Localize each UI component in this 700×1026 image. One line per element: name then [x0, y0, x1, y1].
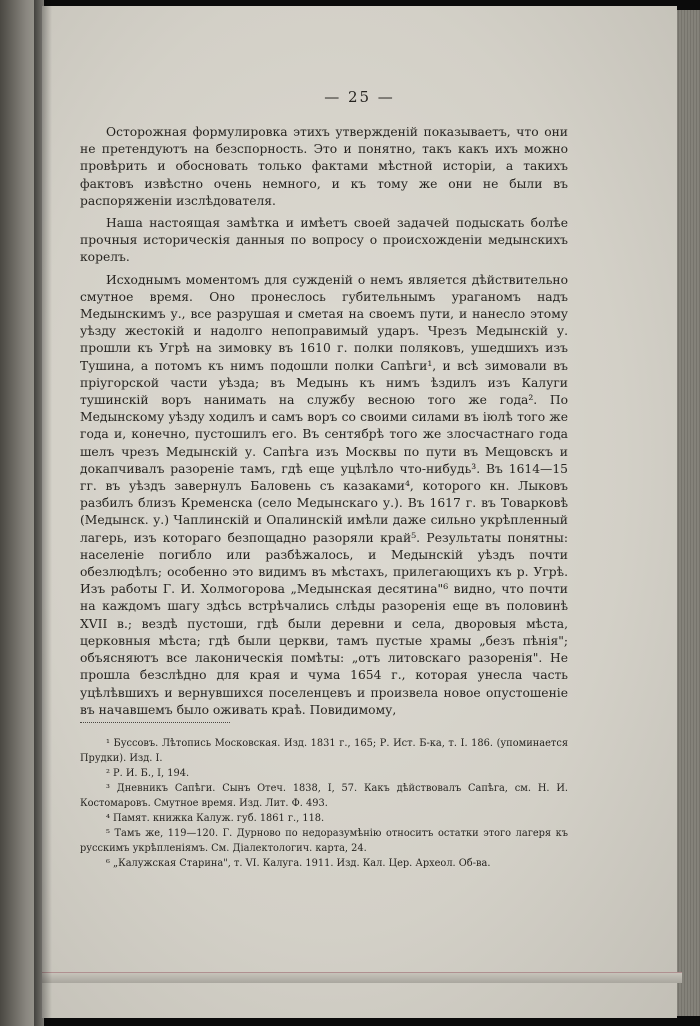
page-bottom-edge — [42, 972, 682, 983]
footnotes — [80, 736, 568, 871]
footnote-4: ⁴ Памят. книжка Калуж. губ. 1861 г., 118. — [106, 813, 325, 824]
paragraph-2: Наша настоящая замѣтка и имѣетъ своей задачей подыскать болѣе прочныя историческiя данныя по вопросу о происхожденiи медынскихъ корелъ. — [80, 216, 568, 265]
footnote-1: ¹ Буссовъ. Лѣтопись Московская. Изд. 1831 г., 165; Р. Ист. Б-ка, т. I. 186. (упоминается Прудки). Изд. I. — [80, 738, 568, 764]
main-text — [80, 124, 568, 724]
spine-shadow — [34, 0, 52, 1026]
paragraph-3: Исходнымъ моментомъ для сужденiй о немъ является дѣйствительно смутное время. Оно пронеслось губительнымъ ураганомъ надъ Медынскимъ у., все разрушая и сметая на своемъ пути, и нанесло этому уѣзду жестокiй и надолго непоправимый ударъ. Чрезъ Медынскiй у. прошли къ Угрѣ на зимовку въ 1610 г. полки поляковъ, ушедшихъ изъ Тушина, а потомъ къ нимъ подошли полки Сапѣги¹, и всѣ зимовали въ прiугорской части уѣзда; въ Медынь къ нимъ ѣздилъ изъ Калуги тушинскiй воръ нанимать на службу весною того же года². По Медынскому уѣзду ходилъ и самъ воръ со своими силами въ iюлѣ того же года и, конечно, пустошилъ его. Въ сентябрѣ того же злосчастнаго года шелъ чрезъ Медынскiй у. Сапѣга изъ Москвы по пути въ Мещовскъ и докапчивалъ разоренiе тамъ, гдѣ еще уцѣлѣло что-нибудь³. Въ 1614—15 гг. въ уѣздъ завернулъ Баловень съ казаками⁴, которого кн. Лыковъ разбилъ близъ Кременска (село Медынскаго у.). Въ 1617 г. въ Товарковѣ (Медынск. у.) Чаплинскiй и Опалинскiй имѣли даже сильно укрѣпленный лагерь, изъ котораго безпощадно разоряли край⁵. Результаты понятны: населенiе погибло или разбѣжалось, и Медынскiй уѣздъ почти обезлюдѣлъ; особенно это видимъ въ мѣстахъ, прилегающихъ къ р. Угрѣ. Изъ работы Г. И. Холмогорова „Медынская десятина"⁶ видно, что почти на каждомъ шагу здѣсь встрѣчались слѣды разоренiя еще въ половинѣ XVII в.; вездѣ пустоши, гдѣ были деревни и села, дворовыя мѣста, церковныя мѣста; гдѣ были церкви, тамъ пустые храмы „безъ пѣнiя"; объясняютъ все лаконическiя помѣты: „отъ литовскаго разоренiя". Не прошла безслѣдно для края и чума 1654 г., которая унесла часть уцѣлѣвшихъ и вернувшихся поселенцевъ и произвела новое опустошенiе въ начавшемъ было оживать краѣ. Повидимому, — [80, 272, 568, 717]
paragraph-1: Осторожная формулировка этихъ утвержденiй показываетъ, что они не претендуютъ на безспорность. Это и понятно, такъ какъ ихъ можно провѣрить и обосновать только фактами мѣстной исторiи, а такихъ фактовъ извѣстно очень немного, и къ тому же они не были въ распоряженiи изслѣдователя. — [80, 125, 568, 208]
footnote-separator — [80, 722, 230, 723]
footnote-5: ⁵ Тамъ же, 119—120. Г. Дурново по недоразумѣнiю относитъ остатки этого лагеря къ русскимъ укрѣпленiямъ. См. Дiалектологич. карта, 24. — [80, 828, 568, 854]
book-page — [42, 6, 677, 1018]
footnote-2: ² Р. И. Б., I, 194. — [106, 768, 190, 779]
footnote-3: ³ Дневникъ Сапѣги. Сынъ Отеч. 1838, I, 57. Какъ дѣйствовалъ Сапѣга, см. Н. И. Костомаровъ. Смутное время. Изд. Лит. Ф. 493. — [80, 783, 568, 809]
footnote-6: ⁶ „Калужская Старина", т. VI. Калуга. 1911. Изд. Кал. Цер. Археол. Об-ва. — [106, 858, 491, 869]
page-stack-edge — [677, 10, 700, 1016]
page-number: — 25 — — [324, 88, 395, 106]
